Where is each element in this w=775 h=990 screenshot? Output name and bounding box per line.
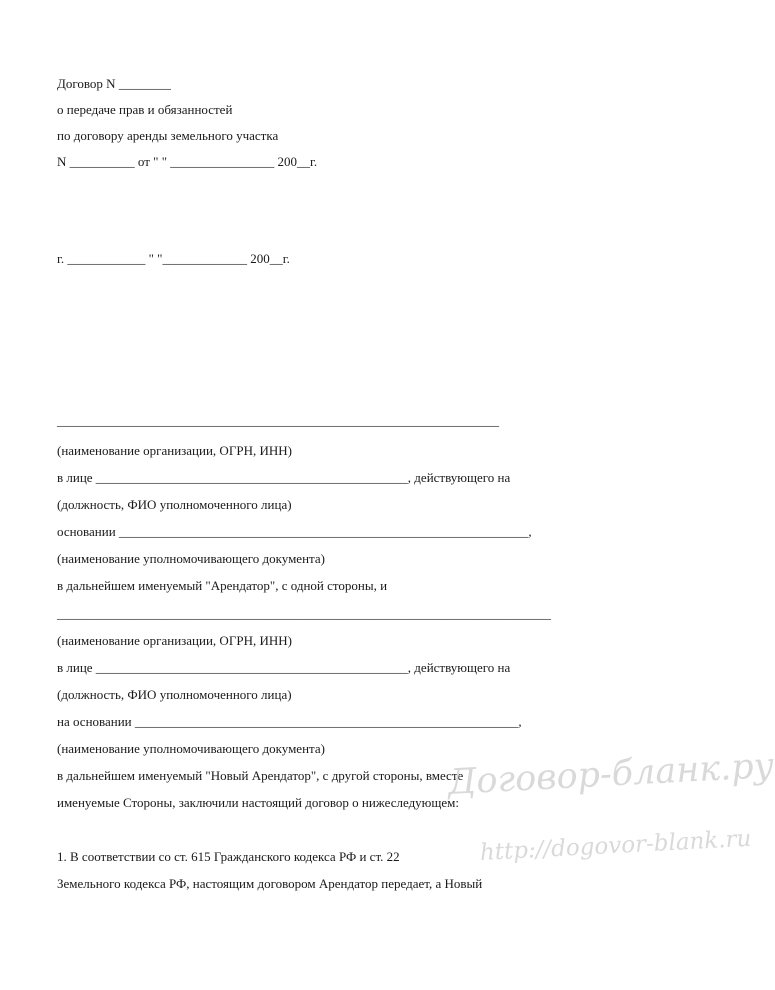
field-caption: (наименование уполномочивающего документа) bbox=[57, 551, 325, 566]
text-line: в дальнейшем именуемый "Арендатор", с одной стороны, и bbox=[57, 578, 388, 593]
contract-title: Договор N ________ bbox=[57, 76, 171, 91]
field-caption: (наименование организации, ОГРН, ИНН) bbox=[57, 633, 292, 648]
watermark-url: http://dogovor-blank.ru bbox=[479, 825, 752, 866]
clause-1-line: Земельного кодекса РФ, настоящим договором Арендатор передает, а Новый bbox=[57, 876, 483, 891]
field-caption: (наименование организации, ОГРН, ИНН) bbox=[57, 443, 292, 458]
field-caption: (должность, ФИО уполномоченного лица) bbox=[57, 497, 292, 512]
text-line: на основании ___________________________________________________________, bbox=[57, 714, 522, 729]
contract-subtitle-line: по договору аренды земельного участка bbox=[57, 128, 279, 143]
text-line: в лице ________________________________________________, действующего на bbox=[57, 660, 511, 675]
text-line: в лице ________________________________________________, действующего на bbox=[57, 470, 511, 485]
place-date-line: г. ____________ " "_____________ 200__г. bbox=[57, 251, 290, 266]
contract-reference-line: N __________ от " " ________________ 200__г. bbox=[57, 154, 318, 169]
clause-1-line: 1. В соответствии со ст. 615 Гражданского кодекса РФ и ст. 22 bbox=[57, 849, 400, 864]
field-caption: (наименование уполномочивающего документа) bbox=[57, 741, 325, 756]
field-caption: (должность, ФИО уполномоченного лица) bbox=[57, 687, 292, 702]
contract-subtitle-line: о передаче прав и обязанностей bbox=[57, 102, 233, 117]
text-line: именуемые Стороны, заключили настоящий договор о нижеследующем: bbox=[57, 795, 460, 810]
text-line: в дальнейшем именуемый "Новый Арендатор", с другой стороны, вместе bbox=[57, 768, 464, 783]
blank-line: ____________________________________________________________________ bbox=[57, 413, 499, 428]
blank-line: ____________________________________________________________________________ bbox=[57, 606, 551, 621]
text-line: основании _______________________________________________________________, bbox=[57, 524, 532, 539]
watermark-logo-text: Договор-бланк.ру bbox=[446, 745, 775, 803]
